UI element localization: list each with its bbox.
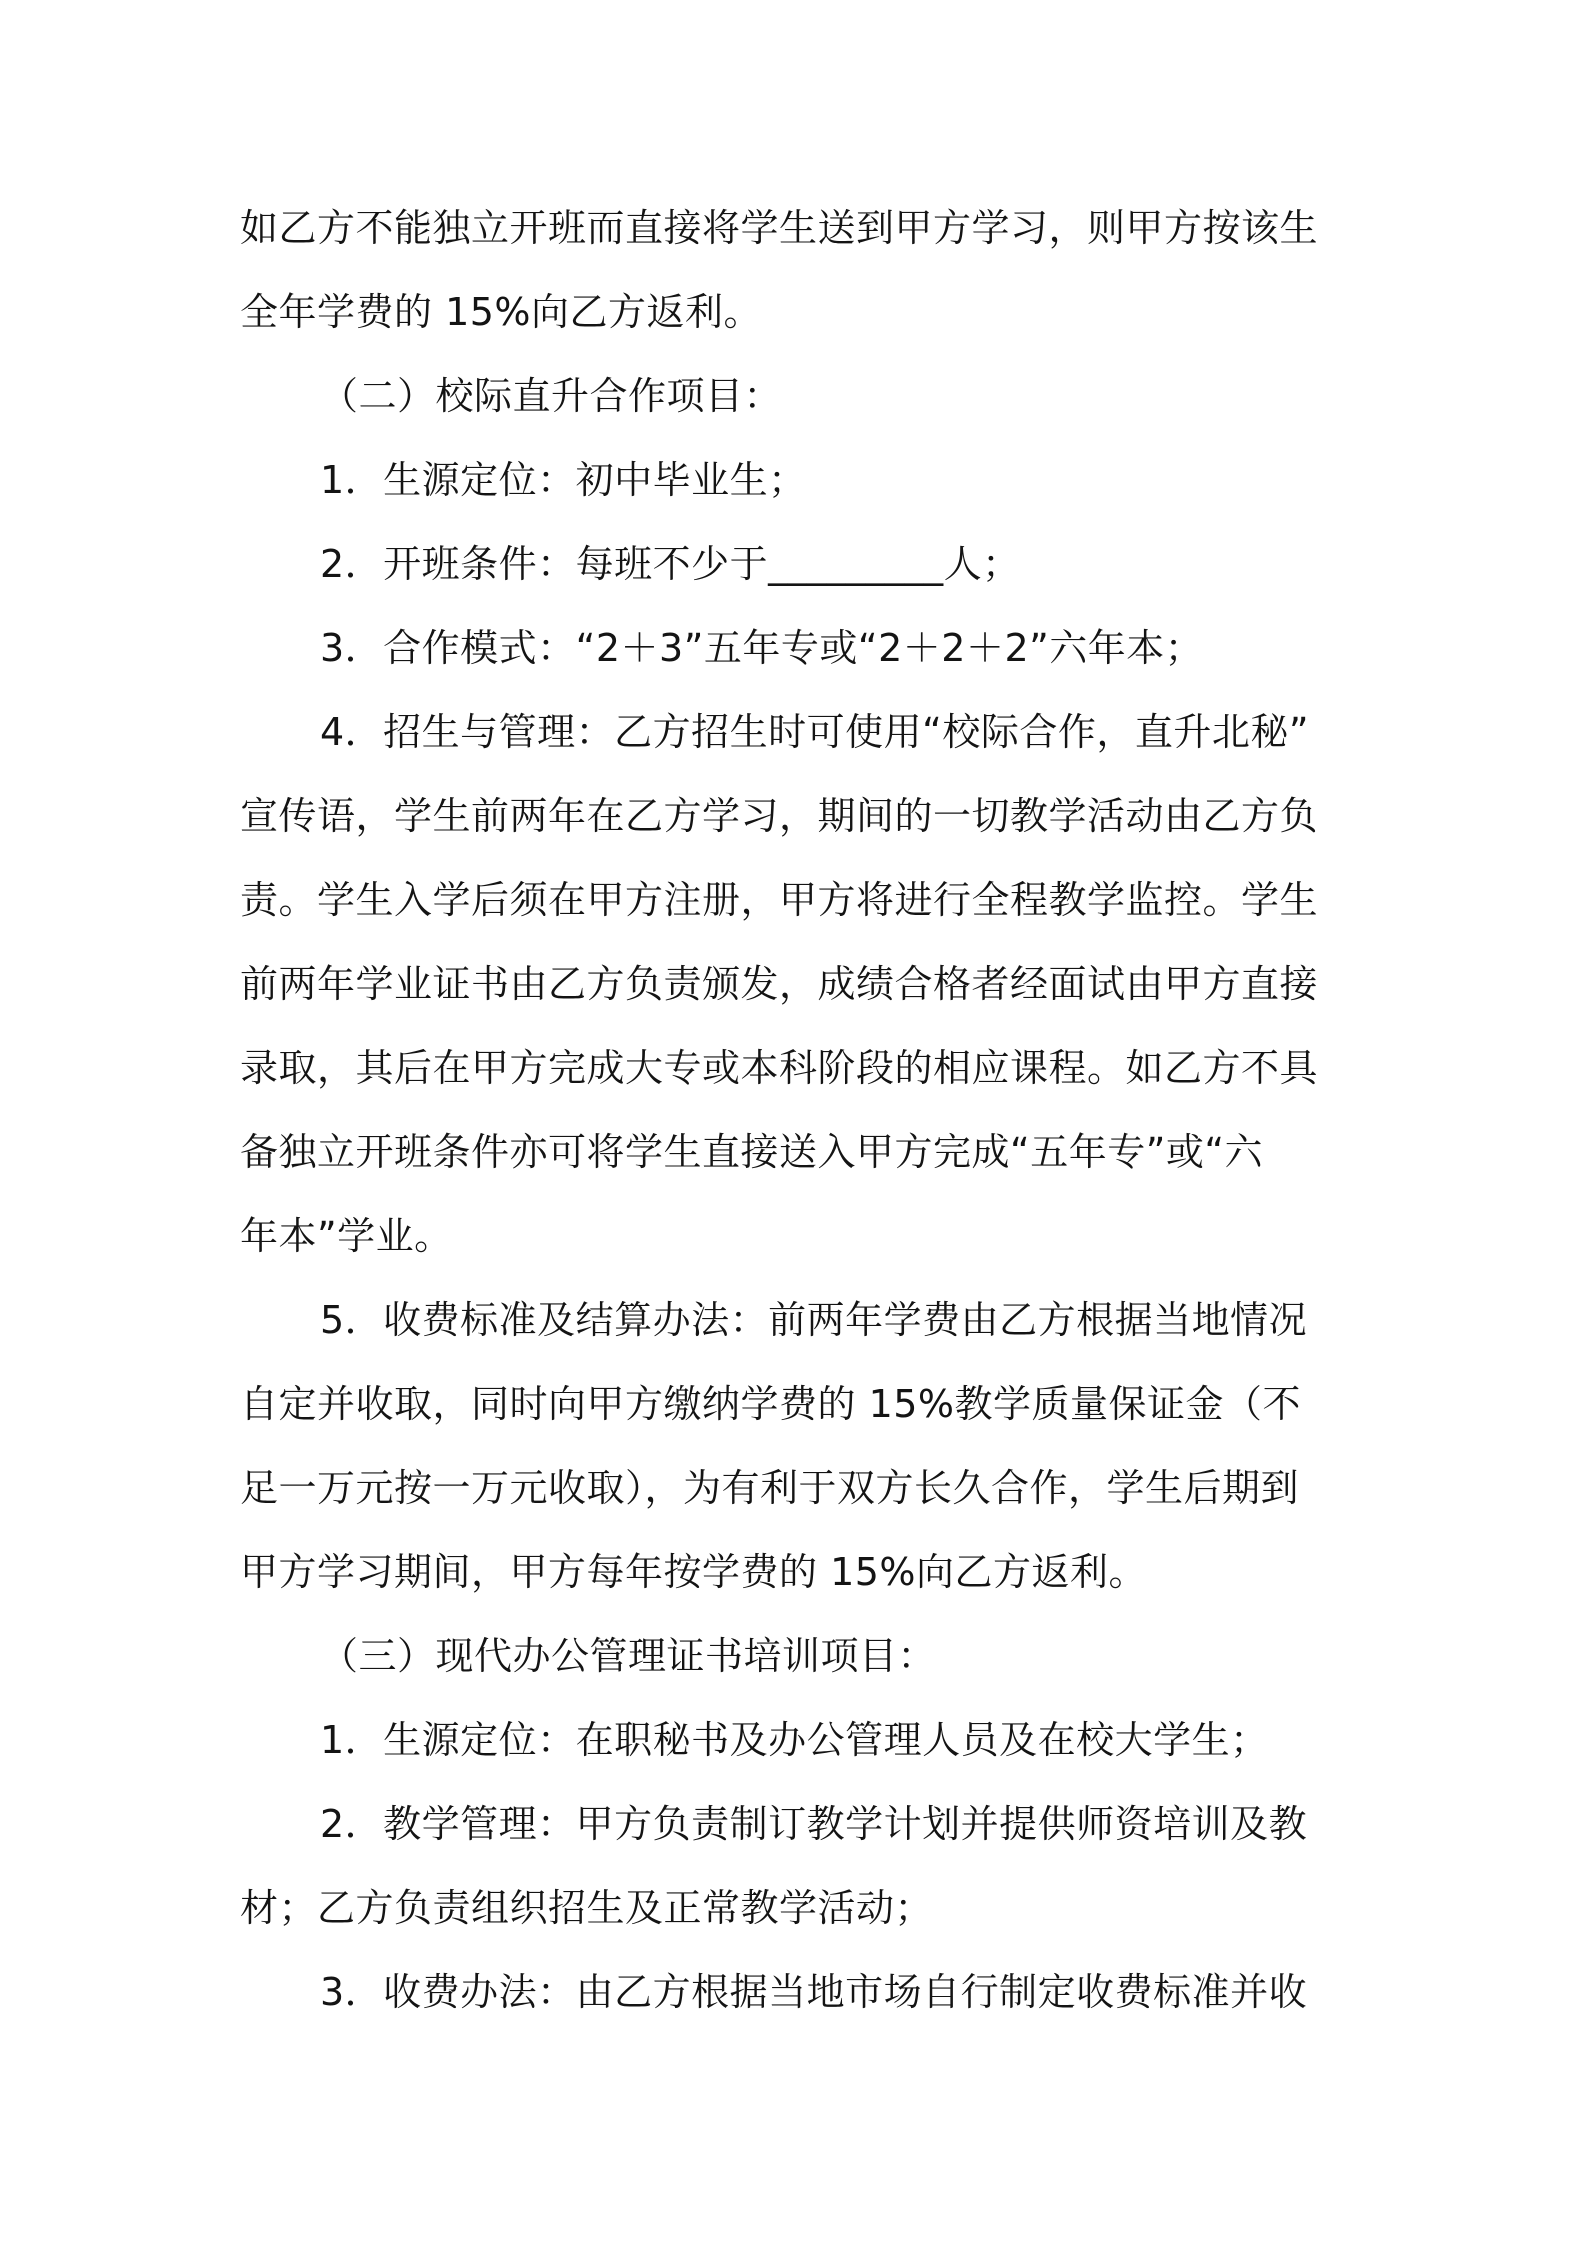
text-line-9: 责。学生入学后须在甲方注册，甲方将进行全程教学监控。学生: [240, 878, 1319, 922]
text-line-4: 1．生源定位：初中毕业生；: [320, 458, 807, 502]
text-line-11: 录取，其后在甲方完成大专或本科阶段的相应课程。如乙方不具: [240, 1046, 1319, 1090]
text-line-14: 5．收费标准及结算办法：前两年学费由乙方根据当地情况: [320, 1298, 1308, 1342]
text-line-10: 前两年学业证书由乙方负责颁发，成绩合格者经面试由甲方直接: [240, 962, 1319, 1006]
text-line-12: 备独立开班条件亦可将学生直接送入甲方完成“五年专”或“六: [240, 1130, 1264, 1174]
text-line-6: 3．合作模式：“2＋3”五年专或“2＋2＋2”六年本；: [320, 626, 1204, 670]
text-line-2: 全年学费的 15%向乙方返利。: [240, 290, 763, 334]
text-line-21: 材；乙方负责组织招生及正常教学活动；: [240, 1886, 934, 1930]
text-line-7: 4．招生与管理：乙方招生时可使用“校际合作，直升北秘”: [320, 710, 1310, 754]
text-line-19: 1．生源定位：在职秘书及办公管理人员及在校大学生；: [320, 1718, 1269, 1762]
text-line-15: 自定并收取，同时向甲方缴纳学费的 15%教学质量保证金（不: [240, 1382, 1302, 1426]
text-line-16: 足一万元按一万元收取），为有利于双方长久合作，学生后期到: [240, 1466, 1300, 1510]
text-line-20: 2．教学管理：甲方负责制订教学计划并提供师资培训及教: [320, 1802, 1308, 1846]
text-line-5: 2．开班条件：每班不少于_________人；: [320, 542, 1021, 586]
text-line-1: 如乙方不能独立开班而直接将学生送到甲方学习，则甲方按该生: [240, 206, 1319, 250]
text-line-8: 宣传语，学生前两年在乙方学习，期间的一切教学活动由乙方负: [240, 794, 1319, 838]
section-heading-3: （三）现代办公管理证书培训项目：: [320, 1634, 937, 1678]
text-line-22: 3．收费办法：由乙方根据当地市场自行制定收费标准并收: [320, 1970, 1308, 2014]
text-line-13: 年本”学业。: [240, 1214, 453, 1258]
text-line-17: 甲方学习期间，甲方每年按学费的 15%向乙方返利。: [240, 1550, 1148, 1594]
section-heading-2: （二）校际直升合作项目：: [320, 374, 783, 418]
